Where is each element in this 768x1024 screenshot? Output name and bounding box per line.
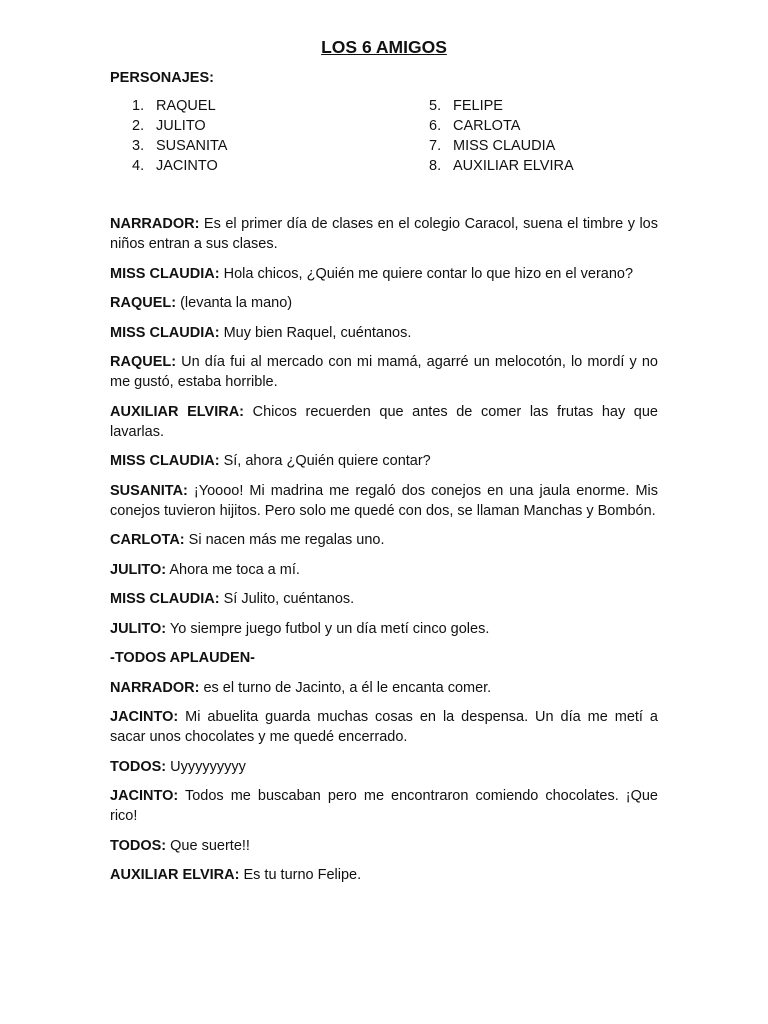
speaker-name: JACINTO: [110, 788, 179, 804]
dialogue-text: Es el primer día de clases en el colegio Caracol, suena el timbre y los niños entran a sus clases. [110, 216, 658, 252]
dialogue-text: Muy bien Raquel, cuéntanos. [219, 324, 412, 341]
character-number: 1. [132, 98, 145, 114]
character-name: AUXILIAR ELVIRA [453, 158, 574, 174]
dialogue-line [110, 786, 658, 826]
dialogue-text: Ahora me toca a mí. [166, 561, 300, 578]
dialogue-text: Sí Julito, cuéntanos. [219, 591, 355, 607]
page-title: LOS 6 AMIGOS [321, 37, 447, 57]
dialogue-line [110, 619, 658, 639]
speaker-name: NARRADOR: [110, 216, 200, 232]
dialogue-line [110, 402, 658, 442]
dialogue-line [110, 214, 658, 254]
character-item [132, 136, 429, 156]
character-item [429, 96, 574, 116]
stage-direction: -TODOS APLAUDEN- [110, 650, 255, 666]
characters-heading: PERSONAJES: [110, 70, 214, 86]
character-name: JACINTO [156, 158, 218, 174]
character-name: RAQUEL [156, 98, 216, 114]
dialogue-line [110, 352, 658, 392]
speaker-name: JACINTO: [110, 709, 179, 725]
character-number: 8. [429, 158, 442, 174]
script-page [110, 36, 658, 895]
speaker-name: RAQUEL: [110, 295, 177, 311]
speaker-name: MISS CLAUDIA: [110, 453, 220, 469]
character-number: 2. [132, 118, 145, 134]
character-list-left [132, 96, 429, 176]
character-name: FELIPE [453, 98, 503, 114]
character-number: 5. [429, 98, 442, 114]
dialogue-line [110, 293, 658, 313]
character-name: JULITO [156, 118, 206, 134]
dialogue-line [110, 757, 658, 777]
character-item [132, 116, 429, 136]
dialogue-line [110, 560, 658, 580]
character-number: 3. [132, 138, 145, 154]
character-item [429, 116, 574, 136]
dialogue-line [110, 451, 658, 471]
character-number: 4. [132, 158, 145, 174]
speaker-name: AUXILIAR ELVIRA: [110, 403, 244, 420]
dialogue-text: ¡Yoooo! Mi madrina me regaló dos conejos en una jaula enorme. Mis conejos tuvieron hijitos. Pero solo me quedé con dos, se llaman Manchas y Bombón. [110, 482, 658, 519]
character-list [110, 96, 658, 176]
dialogue-line [110, 707, 658, 747]
dialogue-line [110, 836, 658, 856]
dialogue-text: Sí, ahora ¿Quién quiere contar? [219, 453, 431, 469]
dialogue-text: Yo siempre juego futbol y un día metí cinco goles. [166, 620, 490, 637]
dialogue-text: Si nacen más me regalas uno. [184, 532, 385, 548]
character-item [132, 96, 429, 116]
speaker-name: TODOS: [110, 758, 167, 775]
character-item [429, 156, 574, 176]
character-name: SUSANITA [156, 138, 228, 154]
dialogue-line [110, 530, 658, 550]
dialogue-text: Un día fui al mercado con mi mamá, agarré un melocotón, lo mordí y no me gustó, estaba horrible. [110, 354, 658, 390]
speaker-name: TODOS: [110, 837, 167, 854]
dialogue-line [110, 589, 658, 609]
character-item [132, 156, 429, 176]
dialogue-line [110, 865, 658, 885]
dialogue-text: Chicos recuerden que antes de comer las frutas hay que lavarlas. [110, 403, 658, 440]
character-name: MISS CLAUDIA [453, 138, 556, 154]
dialogue-line [110, 481, 658, 521]
speaker-name: JULITO: [110, 620, 167, 637]
speaker-name: AUXILIAR ELVIRA: [110, 867, 240, 883]
character-list-right [429, 96, 574, 176]
dialogue-line [110, 323, 658, 343]
speaker-name: MISS CLAUDIA: [110, 324, 220, 341]
speaker-name: MISS CLAUDIA: [110, 265, 220, 282]
dialogue-text: Uyyyyyyyyy [166, 758, 246, 775]
speaker-name: MISS CLAUDIA: [110, 591, 220, 607]
dialogue-text: Que suerte!! [166, 837, 250, 854]
dialogue-text: Es tu turno Felipe. [239, 867, 362, 883]
speaker-name: RAQUEL: [110, 354, 177, 370]
dialogue-text: Todos me buscaban pero me encontraron comiendo chocolates. ¡Que rico! [110, 788, 658, 824]
character-item [429, 136, 574, 156]
dialogue-line [110, 264, 658, 284]
speaker-name: NARRADOR: [110, 679, 200, 696]
dialogue-text: es el turno de Jacinto, a él le encanta comer. [199, 679, 492, 696]
character-name: CARLOTA [453, 118, 521, 134]
speaker-name: SUSANITA: [110, 482, 188, 499]
dialogue-text: Mi abuelita guarda muchas cosas en la despensa. Un día me metí a sacar unos chocolates y me quedé encerrado. [110, 709, 658, 745]
speaker-name: CARLOTA: [110, 532, 185, 548]
dialogue-line [110, 678, 658, 698]
speaker-name: JULITO: [110, 561, 167, 578]
dialogue-text: (levanta la mano) [176, 295, 293, 311]
character-number: 7. [429, 138, 442, 154]
character-number: 6. [429, 118, 442, 134]
dialogue-text: Hola chicos, ¿Quién me quiere contar lo que hizo en el verano? [219, 265, 634, 282]
dialogue-body [110, 214, 658, 885]
